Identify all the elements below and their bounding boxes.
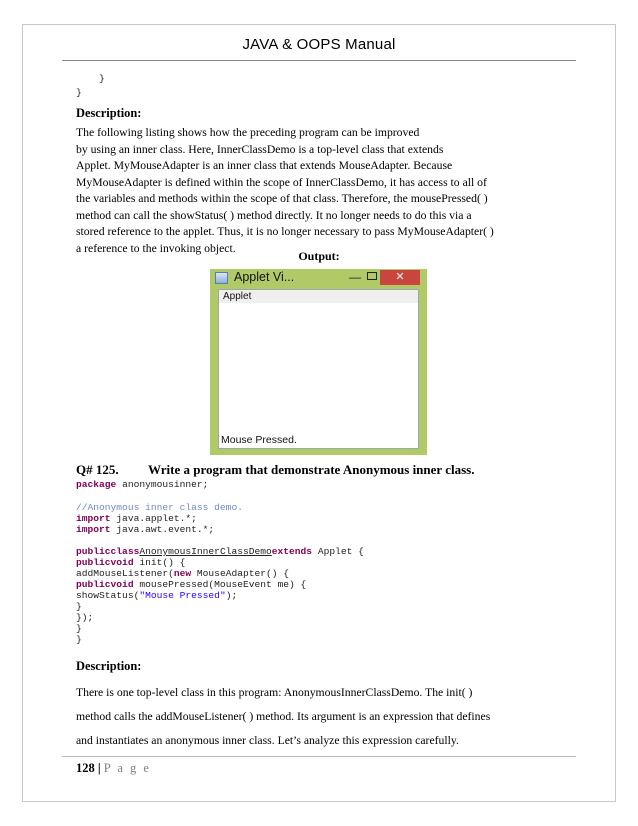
code-keyword: import [76,513,111,524]
code-line: } [76,601,82,612]
question-heading [76,462,474,478]
question-text: Write a program that demonstrate Anonymous inner class. [148,462,475,477]
code-text: ); [225,590,238,601]
header-divider [62,60,576,61]
applet-window-title: Applet Vi... [234,270,295,284]
code-line [76,479,208,490]
text-line: Applet. MyMouseAdapter is an inner class that extends MouseAdapter. Because [76,159,453,172]
code-line [76,513,197,524]
code-text: MouseAdapter() { [191,568,290,579]
description-paragraph [76,681,546,753]
code-line [76,524,214,535]
text-line: stored reference to the applet. Thus, it is no longer necessary to pass MyMouseAdapter( ) [76,225,494,238]
code-class-name: AnonymousInnerClassDemo [139,546,272,557]
code-line [76,546,364,557]
page-number: 128 [76,761,95,775]
text-line: method can call the showStatus( ) method directly. It no longer needs to do this via a [76,208,472,222]
footer-divider [62,756,576,757]
text-line: method calls the addMouseListener( ) method. Its argument is an expression that defines [76,710,491,723]
code-line [76,579,306,590]
code-line: } [76,623,82,634]
applet-client-area [218,289,419,449]
applet-window-screenshot [210,269,427,455]
code-text: java.applet.*; [110,513,197,524]
code-keyword: new [173,568,192,579]
output-label: Output: [298,249,340,263]
applet-menu: Applet [219,290,418,303]
description-heading: Description: [76,659,142,673]
description-paragraph [76,125,524,257]
page-label: P a g e [103,761,151,775]
page-footer [76,761,151,776]
maximize-icon [367,272,377,280]
code-line: } [76,87,82,98]
footer-separator: | [94,761,104,775]
code-line: } [76,73,105,84]
code-text: java.awt.event.*; [110,524,215,535]
text-line: and instantiates an anonymous inner class. Let’s analyze this expression carefully. [76,734,459,747]
text-line: by using an inner class. Here, InnerClassDemo is a top-level class that extends [76,142,444,156]
code-text: showStatus( [76,590,140,601]
text-line: The following listing shows how the preceding program can be improved [76,126,420,139]
code-text: mousePressed(MouseEvent me) { [133,579,307,590]
code-line [76,590,237,601]
code-comment: //Anonymous inner class demo. [76,502,243,513]
minimize-icon: — [349,270,361,284]
text-line: a reference to the invoking object. [76,241,236,255]
code-text: anonymousinner; [116,479,209,490]
header-title: JAVA & OOPS Manual [242,36,396,53]
code-text: Applet { [312,546,364,557]
java-icon [215,272,228,284]
code-line [76,568,289,579]
text-line: the variables and methods within the scope of that class. Therefore, the mousePressed( ) [76,192,488,205]
question-number: Q# 125. [76,462,119,477]
text-line: There is one top-level class in this program: AnonymousInnerClassDemo. The init( ) [76,686,473,699]
code-line [76,557,185,568]
code-keyword: publicvoid [76,579,134,590]
code-line: }); [76,612,94,623]
applet-titlebar [210,269,427,287]
code-string: "Mouse Pressed" [139,590,226,601]
code-keyword: publicclass [76,546,140,557]
code-line: } [76,634,82,645]
text-line: MyMouseAdapter is defined within the scope of InnerClassDemo, it has access to all of [76,175,487,189]
close-icon: ✕ [380,270,420,285]
code-keyword: import [76,524,111,535]
code-keyword: package [76,479,117,490]
code-text: addMouseListener( [76,568,174,579]
description-heading: Description: [76,106,142,120]
applet-status-text: Mouse Pressed. [221,434,297,446]
code-text: init() { [133,557,186,568]
code-keyword: publicvoid [76,557,134,568]
code-keyword: extends [271,546,313,557]
